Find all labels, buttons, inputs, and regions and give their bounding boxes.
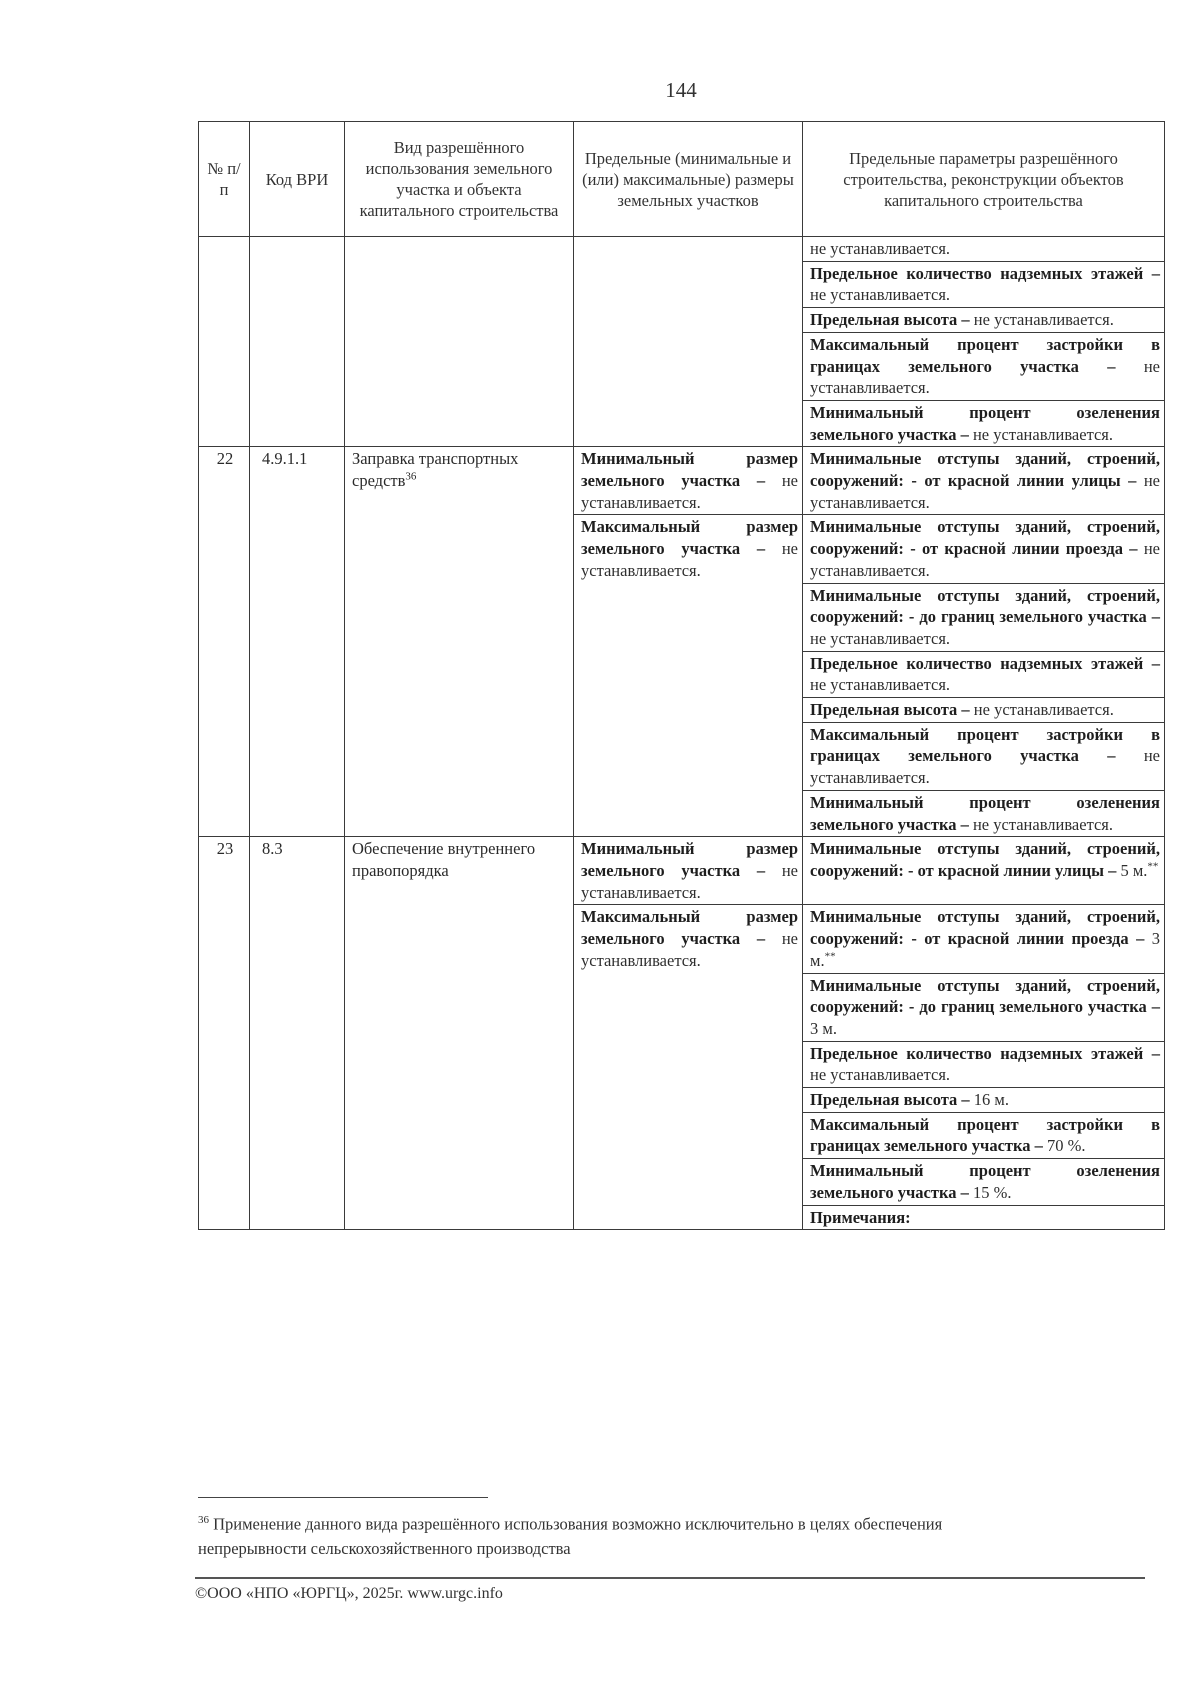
vri-code: 4.9.1.1 (250, 447, 345, 837)
param-cell: Минимальные отступы зданий, строений, сооружений: - до границ земельного участка – 3 м. (803, 973, 1165, 1041)
use-type: Обеспечение внутреннего правопорядка (345, 837, 574, 1230)
footer-divider (195, 1577, 1145, 1579)
param-cell: Предельное количество надземных этажей – не устанавливается. (803, 651, 1165, 697)
param-cell: Минимальные отступы зданий, строений, сооружений: - от красной линии проезда – 3 м.** (803, 905, 1165, 973)
row-number: 22 (199, 447, 250, 837)
footnote (198, 1508, 998, 1561)
header-sizes: Предельные (минимальные и (или) максимальные) размеры земельных участков (574, 122, 803, 237)
cont-code-cell (250, 237, 345, 447)
header-num: № п/п (199, 122, 250, 237)
table-row (199, 237, 1165, 262)
param-cell: Минимальные отступы зданий, строений, сооружений: - от красной линии проезда – не устанавливается. (803, 515, 1165, 583)
max-size-cell: Максимальный размер земельного участка – не устанавливается. (574, 905, 803, 1230)
header-type: Вид разрешённого использования земельного участка и объекта капитального строительства (345, 122, 574, 237)
table-header-row (199, 122, 1165, 237)
min-size-cell: Минимальный размер земельного участка – не устанавливается. (574, 447, 803, 515)
regulations-table (198, 121, 1165, 1230)
footer-copyright: ©ООО «НПО «ЮРГЦ», 2025г. www.urgc.info (195, 1585, 503, 1602)
param-cell: Минимальные отступы зданий, строений, сооружений: - до границ земельного участка – не устанавливается. (803, 583, 1165, 651)
table-row (199, 837, 1165, 905)
param-cell: Максимальный процент застройки в границах земельного участка – 70 %. (803, 1112, 1165, 1158)
footnote-text: Применение данного вида разрешённого использования возможно исключительно в целях обеспечения непрерывности сельскохозяйственного производства (198, 1514, 943, 1558)
param-cell: Предельное количество надземных этажей – не устанавливается. (803, 1041, 1165, 1087)
vri-code: 8.3 (250, 837, 345, 1230)
param-cell: Предельная высота – не устанавливается. (803, 308, 1165, 333)
cont-sizes-cell (574, 237, 803, 447)
param-cell: Минимальный процент озеленения земельного участка – не устанавливается. (803, 400, 1165, 446)
param-cell: Минимальные отступы зданий, строений, сооружений: - от красной линии улицы – не устанавливается. (803, 447, 1165, 515)
param-cell: Минимальные отступы зданий, строений, сооружений: - от красной линии улицы – 5 м.** (803, 837, 1165, 905)
footnote-divider (198, 1497, 488, 1498)
cont-type-cell (345, 237, 574, 447)
param-cell: не устанавливается. (803, 237, 1165, 262)
param-cell: Максимальный процент застройки в границах земельного участка – не устанавливается. (803, 722, 1165, 790)
min-size-cell: Минимальный размер земельного участка – не устанавливается. (574, 837, 803, 905)
param-cell: Примечания: (803, 1205, 1165, 1230)
param-cell: Предельное количество надземных этажей – не устанавливается. (803, 261, 1165, 307)
header-params: Предельные параметры разрешённого строительства, реконструкции объектов капитального строительства (803, 122, 1165, 237)
header-code: Код ВРИ (250, 122, 345, 237)
row-number: 23 (199, 837, 250, 1230)
cont-num-cell (199, 237, 250, 447)
use-type-name: Заправка транспортных средств (352, 449, 519, 491)
footnote-ref: 36 (405, 470, 417, 483)
param-cell: Минимальный процент озеленения земельного участка – не устанавливается. (803, 790, 1165, 836)
param-cell: Предельная высота – не устанавливается. (803, 698, 1165, 723)
page-number: 144 (665, 78, 697, 102)
table-row (199, 447, 1165, 515)
footnote-number: 36 (198, 1514, 209, 1526)
max-size-cell: Максимальный размер земельного участка – не устанавливается. (574, 515, 803, 837)
use-type (345, 447, 574, 837)
param-cell: Максимальный процент застройки в границах земельного участка – не устанавливается. (803, 332, 1165, 400)
param-cell: Предельная высота – 16 м. (803, 1088, 1165, 1113)
param-cell: Минимальный процент озеленения земельного участка – 15 %. (803, 1159, 1165, 1205)
